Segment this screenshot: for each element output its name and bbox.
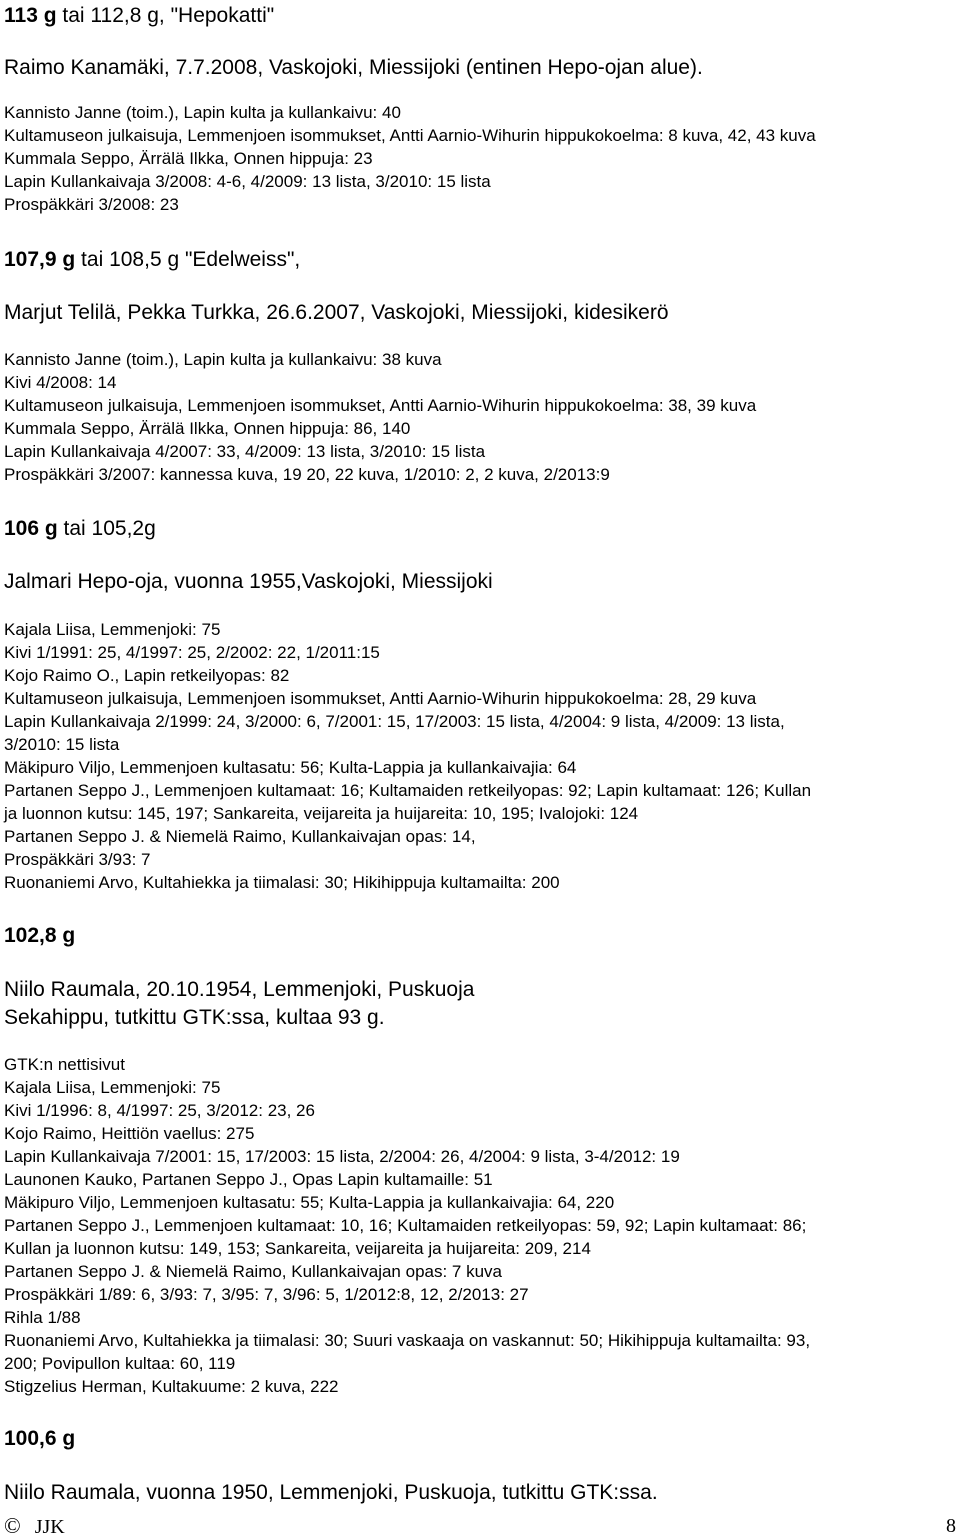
weight-bold: 113 g (4, 4, 57, 27)
finder-line: Niilo Raumala, vuonna 1950, Lemmenjoki, Puskuoja, tutkittu GTK:ssa. (4, 1481, 658, 1504)
reference-line: Kajala Liisa, Lemmenjoki: 75 (4, 1078, 221, 1097)
finder-line: Niilo Raumala, 20.10.1954, Lemmenjoki, Puskuoja (4, 978, 475, 1001)
reference-line: GTK:n nettisivut (4, 1055, 125, 1074)
weight-bold: 102,8 g (4, 924, 76, 947)
reference-line: Prospäkkäri 3/2008: 23 (4, 195, 179, 214)
reference-line: Partanen Seppo J. & Niemelä Raimo, Kullankaivajan opas: 14, (4, 827, 476, 846)
reference-line: Ruonaniemi Arvo, Kultahiekka ja tiimalasi: 30; Hikihippuja kultamailta: 200 (4, 873, 560, 892)
entry-heading (4, 517, 156, 541)
reference-line: Kullan ja luonnon kutsu: 149, 153; Sankareita, veijareita ja huijareita: 209, 214 (4, 1239, 591, 1258)
reference-line: Kajala Liisa, Lemmenjoki: 75 (4, 620, 221, 639)
reference-line: 3/2010: 15 lista (4, 735, 120, 754)
finder-line: Marjut Telilä, Pekka Turkka, 26.6.2007, Vaskojoki, Miessijoki, kidesikerö (4, 301, 669, 324)
reference-line: Stigzelius Herman, Kultakuume: 2 kuva, 222 (4, 1377, 339, 1396)
reference-line: Kultamuseon julkaisuja, Lemmenjoen isommukset, Antti Aarnio-Wihurin hippukokoelma: 28, 29 kuva (4, 689, 757, 708)
weight-alt: tai 112,8 g, "Hepokatti" (56, 4, 275, 27)
reference-line: Ruonaniemi Arvo, Kultahiekka ja tiimalasi: 30; Suuri vaskaaja on vaskannut: 50; Hikihippuja kultamailta: 93, (4, 1331, 811, 1350)
reference-line: Partanen Seppo J., Lemmenjoen kultamaat: 10, 16; Kultamaiden retkeilyopas: 59, 92; Lapin kultamaat: 86; (4, 1216, 807, 1235)
reference-line: Lapin Kullankaivaja 2/1999: 24, 3/2000: 6, 7/2001: 15, 17/2003: 15 lista, 4/2004: 9 lista, 4/2009: 13 lista, (4, 712, 785, 731)
reference-line: Kultamuseon julkaisuja, Lemmenjoen isommukset, Antti Aarnio-Wihurin hippukokoelma: 38, 39 kuva (4, 396, 757, 415)
reference-line: Rihla 1/88 (4, 1308, 81, 1327)
reference-line: Partanen Seppo J., Lemmenjoen kultamaat: 16; Kultamaiden retkeilyopas: 92; Lapin kultamaat: 126; Kullan (4, 781, 812, 800)
reference-line: Kivi 1/1996: 8, 4/1997: 25, 3/2012: 23, 26 (4, 1101, 315, 1120)
finder-line: Jalmari Hepo-oja, vuonna 1955,Vaskojoki, Miessijoki (4, 570, 493, 593)
reference-line: Kannisto Janne (toim.), Lapin kulta ja kullankaivu: 38 kuva (4, 350, 442, 369)
weight-bold: 100,6 g (4, 1427, 76, 1450)
reference-line: Mäkipuro Viljo, Lemmenjoen kultasatu: 56; Kulta-Lappia ja kullankaivajia: 64 (4, 758, 577, 777)
reference-line: Lapin Kullankaivaja 7/2001: 15, 17/2003: 15 lista, 2/2004: 26, 4/2004: 9 lista, 3-4/2012: 19 (4, 1147, 680, 1166)
footer-copyright (4, 1515, 65, 1538)
reference-line: Kannisto Janne (toim.), Lapin kulta ja kullankaivu: 40 (4, 103, 401, 122)
weight-alt: tai 108,5 g "Edelweiss", (75, 248, 301, 271)
reference-line: Prospäkkäri 1/89: 6, 3/93: 7, 3/95: 7, 3/96: 5, 1/2012:8, 12, 2/2013: 27 (4, 1285, 529, 1304)
reference-line: Kojo Raimo, Heittiön vaellus: 275 (4, 1124, 255, 1143)
entry-heading (4, 924, 75, 948)
reference-line: 200; Povipullon kultaa: 60, 119 (4, 1354, 236, 1373)
reference-line: Kummala Seppo, Ärrälä Ilkka, Onnen hippuja: 86, 140 (4, 419, 411, 438)
reference-line: Partanen Seppo J. & Niemelä Raimo, Kullankaivajan opas: 7 kuva (4, 1262, 503, 1281)
weight-alt: tai 105,2g (57, 517, 156, 540)
copyright-icon: © (4, 1513, 21, 1538)
finder-note: Sekahippu, tutkittu GTK:ssa, kultaa 93 g. (4, 1006, 385, 1029)
weight-bold: 107,9 g (4, 248, 76, 271)
reference-line: Kivi 1/1991: 25, 4/1997: 25, 2/2002: 22, 1/2011:15 (4, 643, 380, 662)
page-number: 8 (946, 1515, 956, 1537)
entry-heading (4, 1427, 75, 1451)
entry-heading (4, 248, 300, 272)
reference-line: Prospäkkäri 3/2007: kannessa kuva, 19 20, 22 kuva, 1/2010: 2, 2 kuva, 2/2013:9 (4, 465, 610, 484)
reference-line: Launonen Kauko, Partanen Seppo J., Opas Lapin kultamaille: 51 (4, 1170, 493, 1189)
reference-line: Prospäkkäri 3/93: 7 (4, 850, 151, 869)
reference-line: Mäkipuro Viljo, Lemmenjoen kultasatu: 55; Kulta-Lappia ja kullankaivajia: 64, 220 (4, 1193, 615, 1212)
reference-line: Kummala Seppo, Ärrälä Ilkka, Onnen hippuja: 23 (4, 149, 373, 168)
reference-line: Lapin Kullankaivaja 4/2007: 33, 4/2009: 13 lista, 3/2010: 15 lista (4, 442, 486, 461)
reference-line: ja luonnon kutsu: 145, 197; Sankareita, veijareita ja huijareita: 10, 195; Ivalojoki: 124 (4, 804, 639, 823)
reference-line: Kivi 4/2008: 14 (4, 373, 117, 392)
weight-bold: 106 g (4, 517, 58, 540)
footer-author: JJK (34, 1516, 65, 1538)
finder-line: Raimo Kanamäki, 7.7.2008, Vaskojoki, Miessijoki (entinen Hepo-ojan alue). (4, 56, 703, 79)
entry-heading (4, 4, 274, 28)
reference-line: Kojo Raimo O., Lapin retkeilyopas: 82 (4, 666, 290, 685)
reference-line: Kultamuseon julkaisuja, Lemmenjoen isommukset, Antti Aarnio-Wihurin hippukokoelma: 8 kuva, 42, 43 kuva (4, 126, 816, 145)
reference-line: Lapin Kullankaivaja 3/2008: 4-6, 4/2009: 13 lista, 3/2010: 15 lista (4, 172, 491, 191)
